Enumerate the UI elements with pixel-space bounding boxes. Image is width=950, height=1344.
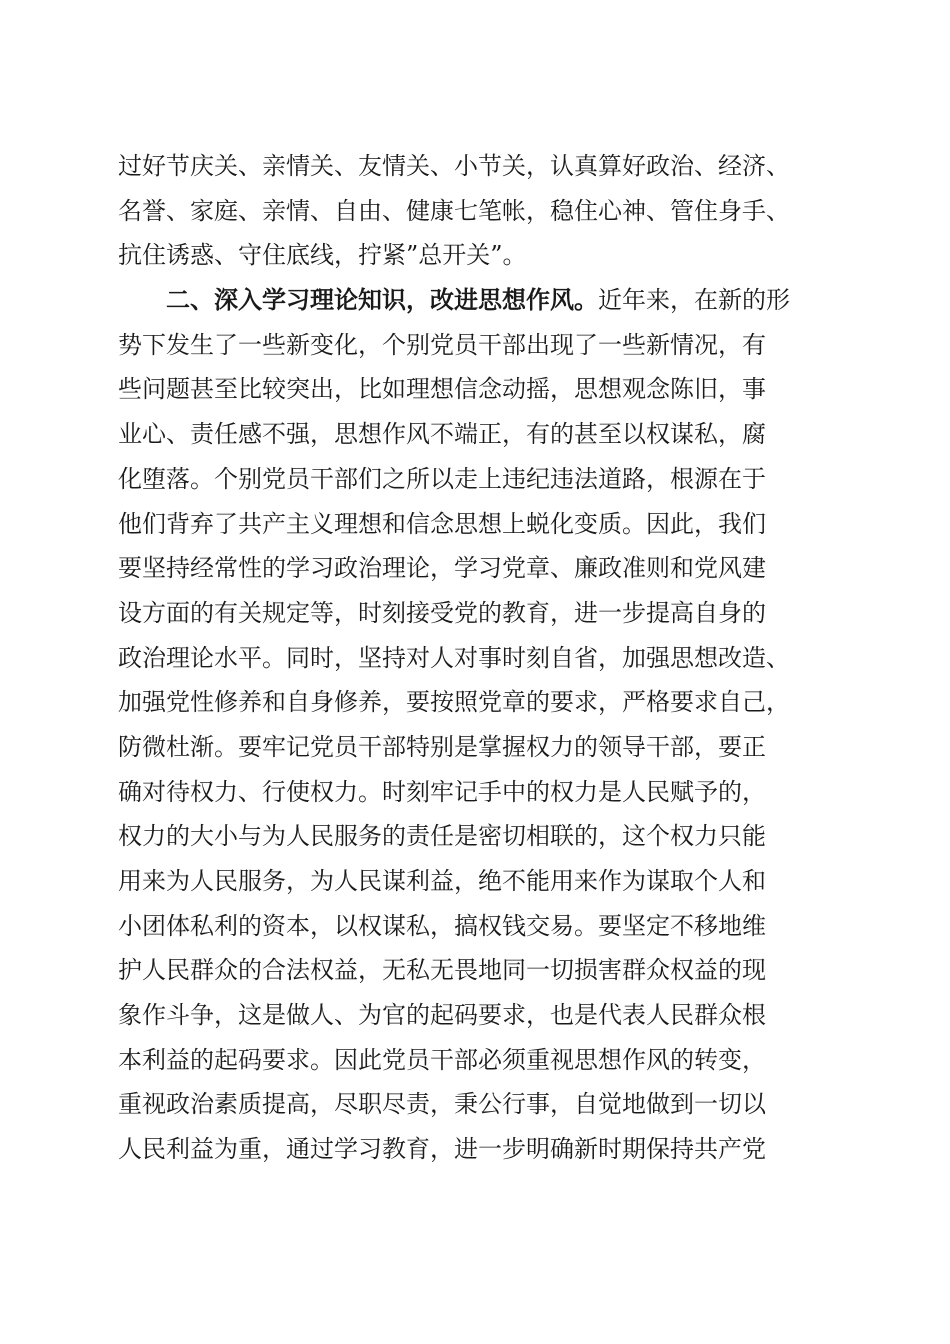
text-line: 势下发生了一些新变化，个别党员干部出现了一些新情况，有 [118,330,766,359]
text-line: 些问题甚至比较突出，比如理想信念动摇，思想观念陈旧，事 [118,375,766,404]
text-line: 权力的大小与为人民服务的责任是密切相联的，这个权力只能 [118,822,766,851]
text-line: 小团体私利的资本，以权谋私，搞权钱交易。要坚定不移地维 [118,911,766,940]
section-heading: 二、深入学习理论知识，改进思想作风。 [166,285,598,315]
section-lead-text: 近年来，在新的形 [598,286,790,315]
text-line: 化堕落。个别党员干部们之所以走上违纪违法道路，根源在于 [118,464,766,493]
text-line: 他们背弃了共产主义理想和信念思想上蜕化变质。因此，我们 [118,509,766,538]
text-line: 用来为人民服务，为人民谋利益，绝不能用来作为谋取个人和 [118,867,766,895]
text-line: 政治理论水平。同时，坚持对人对事时刻自省，加强思想改造、 [118,643,790,672]
text-line: 人民利益为重，通过学习教育，进一步明确新时期保持共产党 [118,1135,766,1164]
text-line: 要坚持经常性的学习政治理论，学习党章、廉政准则和党风建 [118,554,766,583]
text-line: 名誉、家庭、亲情、自由、健康七笔帐，稳住心神、管住身手、 [118,196,790,225]
text-line: 本利益的起码要求。因此党员干部必须重视思想作风的转变， [118,1045,766,1074]
section-heading-line [118,278,858,323]
text-line: 防微杜渐。要牢记党员干部特别是掌握权力的领导干部，要正 [118,732,766,761]
text-line: 业心、责任感不强，思想作风不端正，有的甚至以权谋私，腐 [118,420,766,449]
text-line: 重视政治素质提高，尽职尽责，秉公行事，自觉地做到一切以 [118,1090,766,1119]
text-line: 象作斗争，这是做人、为官的起码要求，也是代表人民群众根 [118,1001,766,1030]
text-line: 护人民群众的合法权益，无私无畏地同一切损害群众权益的现 [118,956,766,985]
body-text [118,144,858,1172]
text-line: 抗住诱惑、守住底线，拧紧”总开关”。 [118,241,527,270]
text-line: 确对待权力、行使权力。时刻牢记手中的权力是人民赋予的， [118,777,766,806]
text-line: 加强党性修养和自身修养，要按照党章的要求，严格要求自己， [118,688,790,717]
text-line: 设方面的有关规定等，时刻接受党的教育，进一步提高自身的 [118,598,766,627]
text-line: 过好节庆关、亲情关、友情关、小节关，认真算好政治、经济、 [118,152,790,180]
